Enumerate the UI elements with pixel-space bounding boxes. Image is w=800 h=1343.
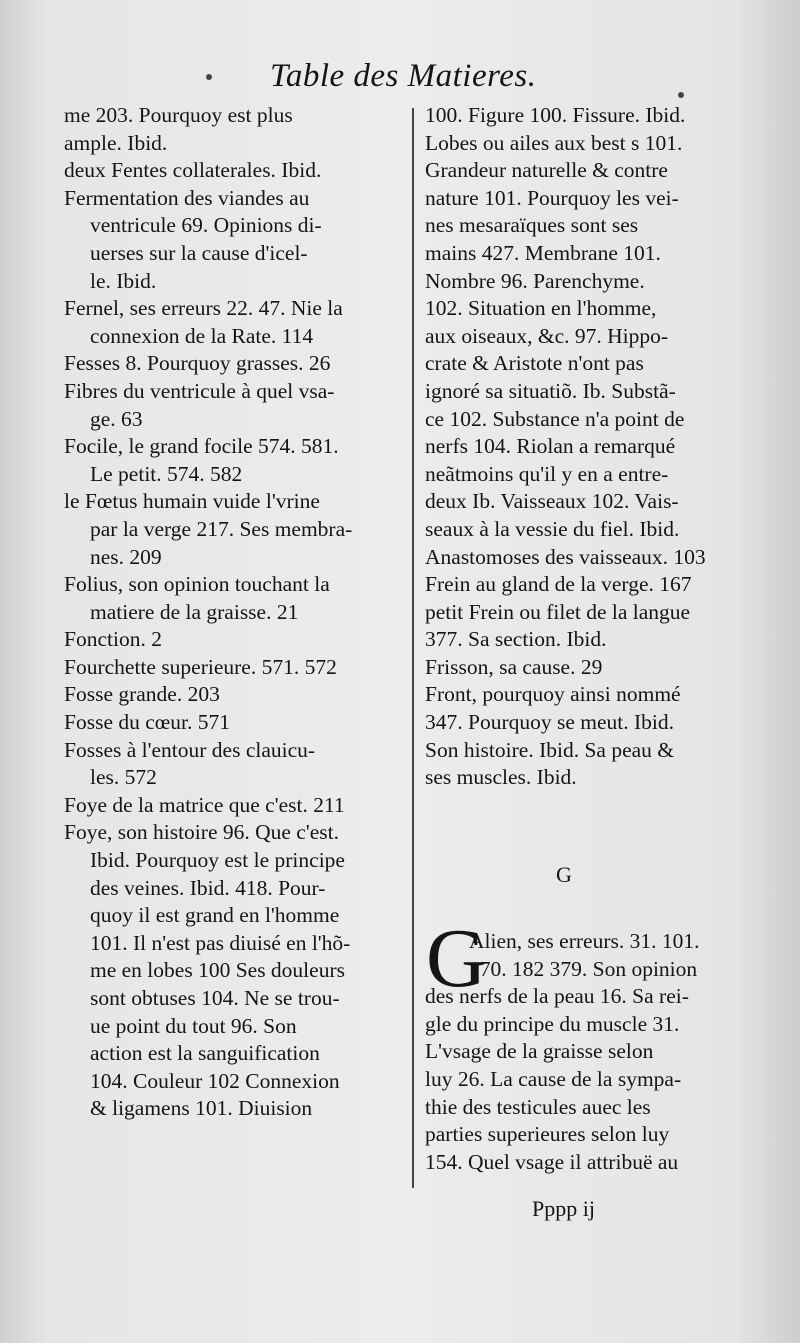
index-line: ses muscles. Ibid. [425,765,577,790]
index-line: Grandeur naturelle & contre [425,158,668,183]
index-line: deux Ib. Vaisseaux 102. Vais- [425,489,679,514]
index-line: 170. 182 379. Son opinion [469,956,698,981]
section-g-entries [425,928,765,1176]
index-line: Focile, le grand focile 574. 581. [64,434,339,459]
index-line: Alien, ses erreurs. 31. 101. [469,929,700,953]
index-line: me 203. Pourquoy est plus [64,103,293,127]
section-heading-letter: G [556,862,572,887]
index-line: matiere de la graisse. 21 [90,599,299,624]
index-line: mains 427. Membrane 101. [425,240,661,265]
index-line: Fosses à l'entour des clauicu- [64,737,316,762]
index-line: petit Frein ou filet de la langue [425,599,691,624]
index-line: nature 101. Pourquoy les vei- [425,185,679,210]
index-line: des veines. Ibid. 418. Pour- [90,875,326,900]
index-line: sont obtuses 104. Ne se trou- [90,986,340,1010]
index-line: deux Fentes collaterales. Ibid. [64,158,322,183]
index-line: Fosse grande. 203 [64,682,220,707]
index-line: crate & Aristote n'ont pas [425,351,644,376]
index-line: Front, pourquoy ainsi nommé [425,682,681,707]
index-line: des nerfs de la peau 16. Sa rei- [425,984,689,1009]
index-line: aux oiseaux, &c. 97. Hippo- [425,323,669,348]
index-line: ue point du tout 96. Son [90,1013,297,1038]
index-line: nes. 209 [90,544,162,569]
index-line: me en lobes 100 Ses douleurs [90,958,345,983]
index-line: L'vsage de la graisse selon [425,1039,654,1064]
index-line: Foye, son histoire 96. Que c'est. [64,820,339,845]
index-line: Lobes ou ailes aux best s 101. [425,130,683,155]
index-line: Fesses 8. Pourquoy grasses. 26 [64,351,331,376]
index-line: le Fœtus humain vuide l'vrine [64,489,320,514]
index-line: Nombre 96. Parenchyme. [425,268,645,293]
index-line: 154. Quel vsage il attribuë au [425,1149,679,1174]
index-line: Fonction. 2 [64,627,162,652]
index-line: ge. 63 [90,406,143,431]
index-line: nerfs 104. Riolan a remarqué [425,434,676,459]
index-line: 347. Pourquoy se meut. Ibid. [425,710,675,735]
ink-spot [206,74,212,80]
index-line: Anastomoses des vaisseaux. 103 [425,544,706,569]
index-line: Frisson, sa cause. 29 [425,654,603,679]
index-line: Fernel, ses erreurs 22. 47. Nie la [64,296,343,321]
index-line: ample. Ibid. [64,130,168,155]
index-line: Fermentation des viandes au [64,185,310,210]
index-line: Folius, son opinion touchant la [64,572,330,597]
page-header: Table des Matieres. [270,58,537,94]
index-line: Fourchette superieure. 571. 572 [64,654,337,679]
index-line: connexion de la Rate. 114 [90,323,314,348]
column-divider [412,108,414,1188]
index-line: 102. Situation en l'homme, [425,296,657,321]
index-column-left [64,102,404,1123]
index-line: seaux à la vessie du fiel. Ibid. [425,516,680,541]
index-line: 377. Sa section. Ibid. [425,627,607,652]
index-line: Frein au gland de la verge. 167 [425,572,692,597]
index-line: & ligamens 101. Diuision [90,1096,313,1121]
index-line: Fibres du ventricule à quel vsa- [64,378,335,403]
index-line: Foye de la matrice que c'est. 211 [64,792,345,817]
index-line: 101. Il n'est pas diuisé en l'hõ- [90,930,351,955]
index-line: parties superieures selon luy [425,1122,670,1147]
index-line: ignoré sa situatiõ. Ib. Substã- [425,378,676,403]
index-line: luy 26. La cause de la sympa- [425,1066,682,1091]
index-line: le. Ibid. [90,268,157,293]
ink-spot [678,92,684,98]
index-line: ce 102. Substance n'a point de [425,406,685,431]
index-line: Le petit. 574. 582 [90,461,243,486]
index-line: Fosse du cœur. 571 [64,710,231,735]
index-line: par la verge 217. Ses membra- [90,516,353,541]
drop-cap: G [426,912,487,1005]
index-line: uerses sur la cause d'icel- [90,240,308,265]
index-line: 100. Figure 100. Fissure. Ibid. [425,103,686,127]
index-line: gle du principe du muscle 31. [425,1011,680,1036]
index-line: nes mesaraïques sont ses [425,213,639,238]
index-column-right [425,102,765,792]
index-line: ventricule 69. Opinions di- [90,213,322,238]
index-line: quoy il est grand en l'homme [90,903,340,928]
index-line: Ibid. Pourquoy est le principe [90,848,345,873]
index-line: Son histoire. Ibid. Sa peau & [425,737,675,762]
index-line: thie des testicules auec les [425,1094,651,1119]
index-line: 104. Couleur 102 Connexion [90,1068,340,1093]
index-line: action est la sanguification [90,1041,320,1066]
signature-mark: Pppp ij [532,1196,595,1221]
index-line: les. 572 [90,765,157,790]
index-line: neãtmoins qu'il y en a entre- [425,461,669,486]
